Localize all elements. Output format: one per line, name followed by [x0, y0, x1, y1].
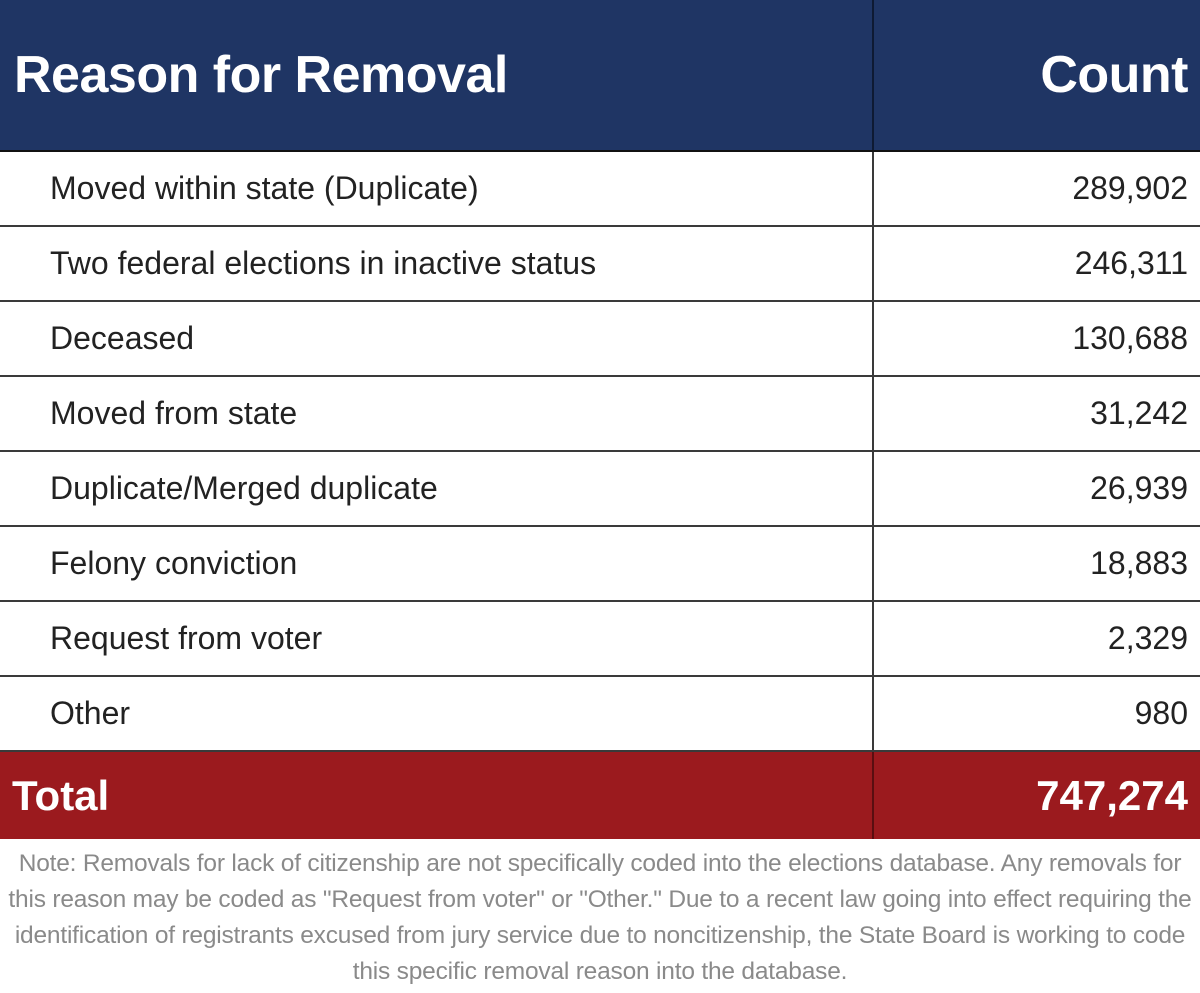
count-cell: 980 — [873, 676, 1200, 751]
table-row — [0, 226, 1200, 301]
table-row — [0, 676, 1200, 751]
reason-cell: Two federal elections in inactive status — [0, 226, 873, 301]
count-cell: 246,311 — [873, 226, 1200, 301]
count-cell: 31,242 — [873, 376, 1200, 451]
table-row — [0, 151, 1200, 226]
table-row — [0, 301, 1200, 376]
count-cell: 18,883 — [873, 526, 1200, 601]
reason-cell: Deceased — [0, 301, 873, 376]
reason-cell: Other — [0, 676, 873, 751]
total-value: 747,274 — [873, 751, 1200, 839]
footnote: Note: Removals for lack of citizenship are not specifically coded into the elections database. Any removals for this reason may be coded as "Request from voter" or "Other." Due to a recent law going into effect requiring the identification of registrants excused from jury service due to noncitizenship, the State Board is working to code this specific removal reason into the database. — [8, 850, 1192, 985]
total-row — [0, 751, 1200, 839]
table-row — [0, 526, 1200, 601]
column-header-reason: Reason for Removal — [0, 0, 873, 151]
header-row — [0, 0, 1200, 151]
column-header-count: Count — [873, 0, 1200, 151]
table-body — [0, 151, 1200, 751]
count-cell: 26,939 — [873, 451, 1200, 526]
count-cell: 2,329 — [873, 601, 1200, 676]
reason-cell: Moved from state — [0, 376, 873, 451]
count-cell: 130,688 — [873, 301, 1200, 376]
reason-cell: Felony conviction — [0, 526, 873, 601]
table-row — [0, 601, 1200, 676]
reason-cell: Duplicate/Merged duplicate — [0, 451, 873, 526]
count-cell: 289,902 — [873, 151, 1200, 226]
table-row — [0, 376, 1200, 451]
reason-cell: Request from voter — [0, 601, 873, 676]
reason-cell: Moved within state (Duplicate) — [0, 151, 873, 226]
total-label: Total — [0, 751, 873, 839]
table-row — [0, 451, 1200, 526]
